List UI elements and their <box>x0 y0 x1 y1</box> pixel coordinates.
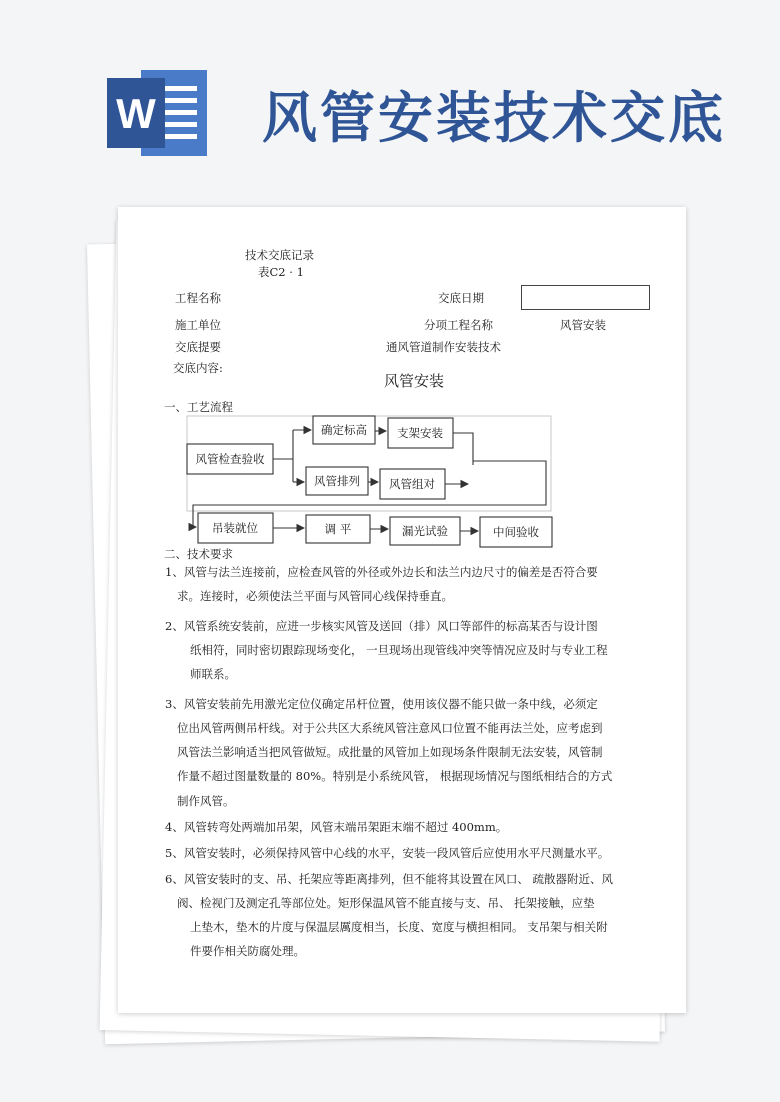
sub-project-value: 风管安装 <box>560 318 606 332</box>
req-1-line-1: 1、风管与法兰连接前，应检查风管的外径或外边长和法兰内边尺寸的偏差是否符合要 <box>165 565 598 579</box>
flow-label-acceptance: 中间验收 <box>493 525 539 539</box>
req-2-line-1: 2、风管系统安装前，应进一步核实风管及送回（排）风口等部件的标高某否与设计图 <box>165 619 598 633</box>
req-6-line-2: 阀、检视门及测定孔等部位处。矩形保温风管不能直接与支、吊、 托架接触，应垫 <box>177 896 595 910</box>
req-3-line-3: 风管法兰影响适当把风管做短。成批量的风管加上如现场条件限制无法安装，风管制 <box>177 745 603 759</box>
sub-project-label: 分项工程名称 <box>424 318 493 332</box>
flow-label-inspect: 风管检查验收 <box>195 452 265 466</box>
req-1-line-2: 求。连接时，必须使法兰平面与风管同心线保持垂直。 <box>177 589 453 603</box>
flow-label-assemble: 风管组对 <box>389 477 435 491</box>
flow-label-leak: 漏光试验 <box>402 524 448 538</box>
page-title: 风管安装技术交底 <box>262 86 727 150</box>
form-number: 表C2 · 1 <box>258 265 304 279</box>
req-6-line-3: 上垫木，垫木的片度与保温层厲度相当，长度、宽度与横担相同。 支吊架与相关附 <box>190 920 608 934</box>
process-heading: 一、工艺流程 <box>164 400 233 414</box>
flow-label-support: 支架安装 <box>397 426 443 440</box>
flow-label-elevation: 确定标高 <box>321 423 367 437</box>
flow-label-arrange: 风管排列 <box>314 474 360 488</box>
req-2-line-3: 师联系。 <box>190 667 236 681</box>
req-2-line-2: 纸相符，同时密切跟踪现场变化， 一旦现场出现管线冲突等情况应及时与专业工程 <box>190 643 608 657</box>
word-logo-icon <box>107 68 209 158</box>
req-3-line-1: 3、风管安装前先用激光定位仪确定吊杆位置，使用该仪器不能只做一条中线，必须定 <box>165 697 598 711</box>
process-flowchart <box>118 207 686 557</box>
contractor-label: 施工单位 <box>175 318 221 332</box>
req-3-line-4: 作量不超过图量数量的 80%。特别是小系统风管， 根据现场情况与图纸相结合的方式 <box>177 769 613 783</box>
req-6-line-4: 件要作相关防腐处理。 <box>190 944 305 958</box>
requirements-heading: 二、技术要求 <box>164 547 233 561</box>
req-5-line-1: 5、风管安装时，必须保持风管中心线的水平，安装一段风管后应使用水平尺测量水平。 <box>165 846 610 860</box>
date-label: 交底日期 <box>438 291 484 305</box>
summary-value: 通风管道制作安装技术 <box>386 340 501 354</box>
req-3-line-5: 制作风管。 <box>177 794 235 808</box>
page-header <box>0 0 780 200</box>
project-name-label: 工程名称 <box>175 291 221 305</box>
req-3-line-2: 位出风管两侧吊杆线。对于公共区大系统风管注意风口位置不能再法兰处，应考虑到 <box>177 721 603 735</box>
flow-line-support-join <box>453 433 473 465</box>
req-6-line-1: 6、风管安装时的支、吊、托架应等距离排列，但不能将其设置在风口、 疏散器附近、风 <box>165 872 613 886</box>
logo-letter: W <box>116 90 156 137</box>
req-4-line-1: 4、风管转弯处两端加吊架，风管末端吊架距末端不超过 400mm。 <box>165 820 508 834</box>
document-sheet <box>118 207 686 1013</box>
content-label: 交底内容: <box>173 361 223 375</box>
flow-label-hoist: 吊装就位 <box>212 521 258 535</box>
flow-label-level: 调 平 <box>324 522 352 536</box>
record-heading: 技术交底记录 <box>245 248 314 262</box>
section-title: 风管安装 <box>384 372 445 390</box>
summary-label: 交底提要 <box>175 340 221 354</box>
